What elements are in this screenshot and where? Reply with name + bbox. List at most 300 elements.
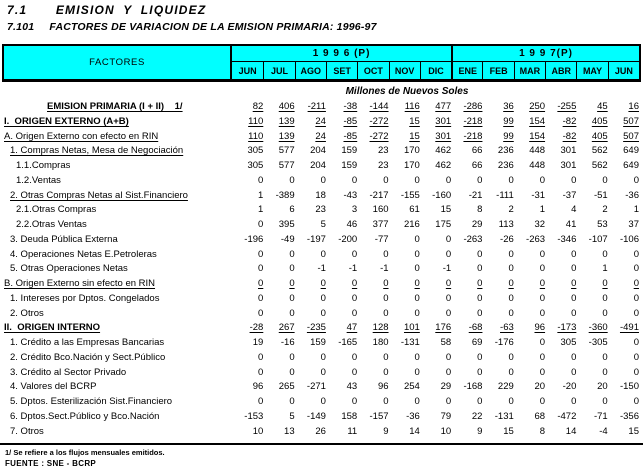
cell-value: 204 [310,160,326,171]
cell-value: 0 [445,366,452,378]
table-title [7,21,377,33]
cell-value: 204 [310,145,326,157]
table-row [2,277,641,292]
cell-value: 0 [289,278,295,289]
cell-value: 0 [320,307,326,319]
cell-value: 0 [258,307,264,319]
cell-value: 0 [414,307,420,319]
cell-value: 0 [571,307,577,319]
cell-value: -150 [619,381,639,393]
cell-value: 0 [351,396,358,407]
cell-value: 0 [477,174,483,186]
cell-value: 0 [539,278,546,289]
table-row [2,307,641,322]
row-label: 1. Crédito a las Empresas Bancarias [10,337,165,348]
cell-value: -176 [494,337,514,348]
row-label: 6. Dptos.Sect.Público y Bco.Nación [10,410,160,422]
cell-value: 0 [571,248,577,260]
cell-value: 0 [351,292,358,304]
cell-value: 96 [377,381,389,393]
cell-value: -43 [343,189,358,201]
cell-value: 448 [529,145,546,157]
cell-value: -272 [369,115,389,127]
table-row [2,366,641,381]
cell-value: 9 [477,425,483,437]
table-row [2,115,641,130]
cell-value: 1 [258,189,264,201]
cell-value: 577 [278,145,295,157]
cell-value: 3 [351,204,358,216]
cell-value: 0 [477,248,483,260]
cell-value: 0 [414,351,420,363]
cell-value: -16 [280,337,295,348]
cell-value: 405 [591,130,608,142]
cell-value: 2 [508,204,514,216]
cell-value: 15 [503,425,514,437]
cell-value: -196 [244,233,264,245]
cell-value: -1 [442,263,452,275]
row-label: 7. Otros [10,425,44,437]
cell-value: 0 [508,278,514,289]
row-label: 1.2.Ventas [16,174,61,186]
cell-value: 0 [414,396,420,407]
cell-value: 0 [445,307,452,319]
cell-value: 19 [252,337,264,348]
cell-value: 23 [377,160,389,171]
cell-value: 99 [503,130,514,142]
cell-value: 15 [628,425,639,437]
factors-column-header: FACTORES [4,46,232,79]
year-group-1996: 1 9 9 6 (P) [232,46,451,62]
table-header [2,44,641,82]
cell-value: 154 [529,130,546,142]
cell-value: -157 [369,410,389,422]
cell-value: 16 [628,101,639,112]
row-label: 1. Intereses por Dptos. Congelados [10,292,160,304]
cell-value: -107 [588,233,608,245]
row-label: 1. Compras Netas, Mesa de Negociación [10,145,184,157]
cell-value: 507 [623,130,639,142]
cell-value: 0 [383,292,389,304]
cell-value: 267 [278,322,295,334]
cell-value: 377 [372,219,389,230]
cell-value: 0 [289,248,295,260]
cell-value: 176 [435,322,452,334]
cell-value: 0 [602,307,608,319]
cell-value: -71 [593,410,608,422]
cell-value: 24 [315,130,326,142]
cell-value: 254 [403,381,420,393]
row-label: I. ORIGEN EXTERNO (A+B) [4,115,129,127]
row-label: 5. Dptos. Esterilización Sist.Financiero [10,396,173,407]
cell-value: 0 [320,351,326,363]
cell-value: 0 [445,292,452,304]
row-label: 1.1.Compras [16,160,71,171]
cell-value: 170 [403,145,420,157]
row-label: 2. Otros [10,307,44,319]
table-row [2,321,641,336]
cell-value: -26 [500,233,514,245]
cell-value: 0 [320,174,326,186]
cell-value: 53 [597,219,608,230]
cell-value: 0 [508,351,514,363]
cell-value: 0 [289,174,295,186]
cell-value: -346 [557,233,577,245]
cell-value: 0 [258,366,264,378]
cell-value: 0 [539,292,546,304]
cell-value: 0 [508,366,514,378]
cell-value: 0 [477,351,483,363]
cell-value: 0 [633,292,639,304]
table-row [2,100,641,115]
cell-value: 58 [440,337,452,348]
cell-value: 0 [539,248,546,260]
cell-value: 0 [571,278,577,289]
cell-value: 0 [289,396,295,407]
cell-value: 0 [633,366,639,378]
cell-value: 37 [628,219,639,230]
cell-value: 36 [503,101,514,112]
cell-value: 0 [351,366,358,378]
cell-value: 301 [435,115,452,127]
cell-value: 649 [623,160,639,171]
cell-value: 0 [289,366,295,378]
cell-value: 301 [560,160,577,171]
cell-value: -37 [562,189,577,201]
row-label: A. Origen Externo con efecto en RIN [4,130,159,142]
cell-value: 236 [497,145,514,157]
cell-value: 159 [341,145,358,157]
row-label: 2.1.Otras Compras [16,204,97,216]
cell-value: 159 [341,160,358,171]
cell-value: 8 [539,425,546,437]
cell-value: 0 [477,292,483,304]
cell-value: 1 [602,263,608,275]
cell-value: 15 [440,204,452,216]
cell-value: 139 [278,115,295,127]
cell-value: 0 [320,248,326,260]
cell-value: 562 [591,160,608,171]
cell-value: 477 [435,101,452,112]
cell-value: 96 [534,322,546,334]
cell-value: 47 [346,322,358,334]
cell-value: 0 [258,351,264,363]
table-row [2,336,641,351]
cell-value: 507 [623,115,639,127]
cell-value: 0 [539,366,546,378]
cell-value: 15 [409,115,420,127]
cell-value: 0 [383,307,389,319]
cell-value: 236 [497,160,514,171]
cell-value: -173 [557,322,577,334]
cell-value: 0 [571,263,577,275]
month-header-may-1997: MAY [576,62,607,79]
cell-value: 24 [315,115,326,127]
cell-value: 0 [633,351,639,363]
cell-value: 160 [372,204,389,216]
cell-value: 79 [440,410,452,422]
row-label: 5. Otras Operaciones Netas [10,263,128,275]
table-row [2,218,641,233]
table-row [2,189,641,204]
cell-value: 0 [351,351,358,363]
cell-value: 0 [508,396,514,407]
cell-value: 216 [403,219,420,230]
cell-value: 82 [252,101,264,112]
cell-value: 29 [440,381,452,393]
cell-value: 180 [372,337,389,348]
month-header-jul-1996: JUL [263,62,294,79]
month-header-abr-1997: ABR [545,62,576,79]
table-row [2,130,641,145]
cell-value: 0 [539,337,546,348]
cell-value: 5 [289,410,295,422]
bottom-rule [0,443,643,445]
month-header-oct-1996: OCT [357,62,388,79]
cell-value: 0 [258,278,264,289]
table-number: 7.101 [7,21,35,33]
row-label: 2. Otras Compras Netas al Sist.Financiero [10,189,188,201]
cell-value: -235 [306,322,326,334]
cell-value: 4 [571,204,577,216]
cell-value: -82 [562,130,577,142]
month-header-ago-1996: AGO [295,62,326,79]
cell-value: 0 [351,248,358,260]
cell-value: 96 [252,381,264,393]
cell-value: 0 [289,351,295,363]
cell-value: 99 [503,115,514,127]
cell-value: -305 [588,337,608,348]
cell-value: 0 [571,366,577,378]
table-row [2,380,641,395]
month-header-ene-1997: ENE [451,62,482,79]
cell-value: -255 [557,101,577,112]
table-row [2,262,641,277]
cell-value: 0 [414,248,420,260]
cell-value: -389 [275,189,295,201]
cell-value: 0 [383,248,389,260]
month-header-nov-1996: NOV [389,62,420,79]
cell-value: 0 [602,248,608,260]
cell-value: -28 [249,322,264,334]
cell-value: 0 [320,366,326,378]
cell-value: -85 [343,130,358,142]
cell-value: 448 [529,160,546,171]
cell-value: 0 [571,351,577,363]
cell-value: -200 [338,233,358,245]
cell-value: 0 [539,307,546,319]
section-number: 7.1 [7,3,28,17]
table-row [2,292,641,307]
cell-value: 0 [633,278,639,289]
cell-value: 2 [602,204,608,216]
cell-value: -38 [343,101,358,112]
cell-value: 22 [471,410,483,422]
cell-value: 41 [565,219,577,230]
cell-value: -111 [496,189,514,201]
cell-value: 0 [571,292,577,304]
cell-value: 0 [414,263,420,275]
cell-value: 14 [565,425,577,437]
cell-value: 0 [258,174,264,186]
cell-value: 0 [414,292,420,304]
cell-value: 10 [440,425,452,437]
cell-value: 305 [560,337,577,348]
cell-value: 66 [471,145,483,157]
cell-value: 0 [414,233,420,245]
cell-value: 0 [320,278,326,289]
cell-value: 101 [403,322,420,334]
cell-value: 43 [346,381,358,393]
cell-value: 110 [248,130,264,142]
cell-value: 0 [351,174,358,186]
cell-value: 32 [534,219,546,230]
table-row [2,144,641,159]
year-group-1997: 1 9 9 7(P) [451,46,639,62]
cell-value: 0 [445,233,452,245]
cell-value: -218 [463,115,483,127]
table-row [2,248,641,263]
cell-value: 0 [602,396,608,407]
cell-value: 577 [278,160,295,171]
cell-value: 0 [633,337,639,348]
cell-value: 0 [258,292,264,304]
cell-value: 170 [403,160,420,171]
cell-value: 9 [383,425,389,437]
cell-value: 20 [597,381,608,393]
cell-value: -131 [400,337,420,348]
cell-value: 0 [383,396,389,407]
cell-value: 110 [248,115,264,127]
cell-value: 1 [258,204,264,216]
cell-value: -165 [338,337,358,348]
cell-value: -21 [468,189,483,201]
cell-value: 66 [471,160,483,171]
cell-value: 0 [633,307,639,319]
cell-value: 0 [289,263,295,275]
cell-value: 5 [320,219,326,230]
cell-value: 0 [508,307,514,319]
cell-value: 1 [539,204,546,216]
cell-value: -472 [557,410,577,422]
row-label: 3. Crédito al Sector Privado [10,366,127,378]
cell-value: 395 [278,219,295,230]
section-title-text: EMISION Y LIQUIDEZ [55,3,207,17]
cell-value: 159 [310,337,326,348]
table-row [2,425,641,440]
cell-value: 406 [278,101,295,112]
cell-value: 0 [477,278,483,289]
cell-value: -63 [500,322,514,334]
cell-value: 0 [414,174,420,186]
cell-value: 175 [435,219,452,230]
cell-value: -1 [348,263,358,275]
cell-value: -149 [306,410,326,422]
table-row [2,203,641,218]
cell-value: 0 [477,263,483,275]
month-header-dic-1996: DIC [420,62,451,79]
cell-value: 45 [597,101,608,112]
cell-value: 0 [633,248,639,260]
cell-value: 116 [404,101,420,112]
cell-value: -160 [432,189,452,201]
cell-value: -77 [374,233,389,245]
row-label: 4. Operaciones Netas E.Petroleras [10,248,157,260]
cell-value: 20 [534,381,546,393]
row-label: 4. Valores del BCRP [10,381,97,393]
cell-value: -153 [244,410,264,422]
cell-value: 0 [602,366,608,378]
cell-value: -31 [531,189,546,201]
row-label: B. Origen Externo sin efecto en RIN [4,278,156,289]
cell-value: 29 [471,219,483,230]
cell-value: 0 [383,278,389,289]
month-header-jun-1996: JUN [238,65,257,76]
cell-value: -144 [369,101,389,112]
table-row [2,351,641,366]
cell-value: -85 [343,115,358,127]
cell-value: 0 [258,248,264,260]
cell-value: 0 [320,396,326,407]
cell-value: 69 [471,337,483,348]
cell-value: -131 [494,410,514,422]
table-row [2,395,641,410]
month-header-jun-1997: JUN [608,62,639,79]
cell-value: 139 [278,130,295,142]
cell-value: 301 [560,145,577,157]
cell-value: 0 [414,278,420,289]
cell-value: 0 [602,351,608,363]
cell-value: 229 [497,381,514,393]
cell-value: -68 [468,322,483,334]
cell-value: 0 [445,396,452,407]
footnote: 1/ Se refiere a los flujos mensuales emitidos. [5,448,165,457]
table-body [2,100,641,439]
cell-value: 0 [508,248,514,260]
table-title-text: FACTORES DE VARIACION DE LA EMISION PRIMARIA: 1996-97 [49,21,377,33]
cell-value: 305 [247,160,264,171]
cell-value: 61 [409,204,420,216]
cell-value: 649 [623,145,639,157]
cell-value: 18 [315,189,326,201]
cell-value: 13 [284,425,295,437]
cell-value: 0 [602,278,608,289]
cell-value: 0 [477,396,483,407]
cell-value: 0 [508,292,514,304]
cell-value: 562 [591,145,608,157]
cell-value: -286 [463,101,483,112]
cell-value: 1 [633,204,639,216]
cell-value: -197 [306,233,326,245]
cell-value: 0 [445,248,452,260]
cell-value: 154 [529,115,546,127]
cell-value: -218 [463,130,483,142]
cell-value: 0 [571,174,577,186]
cell-value: 462 [435,160,452,171]
cell-value: 0 [258,219,264,230]
cell-value: 0 [445,174,452,186]
cell-value: 128 [372,322,389,334]
cell-value: 0 [571,396,577,407]
cell-value: 462 [435,145,452,157]
cell-value: 0 [383,351,389,363]
cell-value: 265 [278,381,295,393]
units-note: Millones de Nuevos Soles [345,86,469,97]
source-note: FUENTE : SNE - BCRP [5,459,97,468]
month-header-mar-1997: MAR [514,62,545,79]
cell-value: 405 [591,115,608,127]
cell-value: 0 [539,396,546,407]
